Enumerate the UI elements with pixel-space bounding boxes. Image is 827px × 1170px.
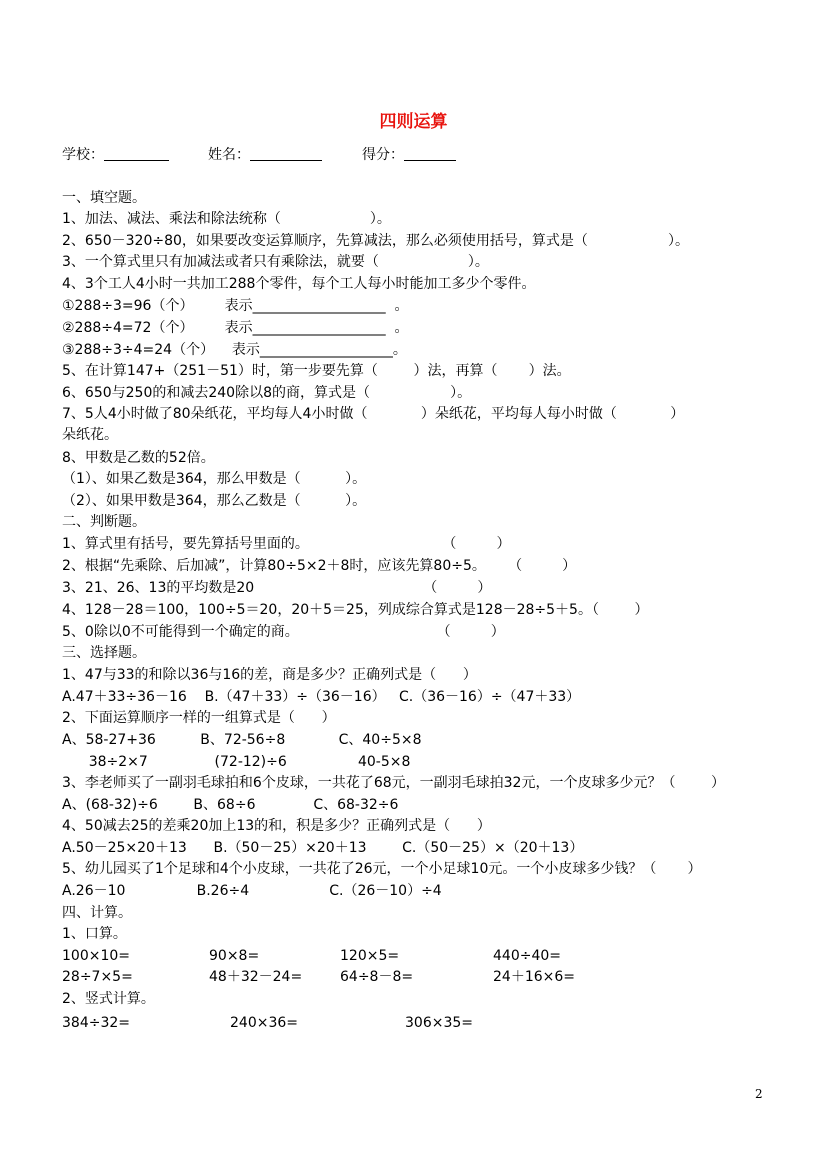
school-blank[interactable]: [104, 145, 169, 161]
worksheet-line: A、58-27+36 B、72-56÷8 C、40÷5×8: [62, 732, 422, 748]
worksheet-line: 8、甲数是乙数的52倍。: [62, 450, 215, 466]
oral-calc-item: 28÷7×5=: [62, 969, 133, 985]
vertical-calc-item: 240×36=: [230, 1015, 298, 1031]
worksheet-line: 4、50减去25的差乘20加上13的和，积是多少？正确列式是（ ）: [62, 818, 491, 834]
worksheet-line: A、(68-32)÷6 B、68÷6 C、68-32÷6: [62, 797, 399, 813]
worksheet-line: 3、21、26、13的平均数是20 （ ）: [62, 580, 492, 596]
worksheet-line: （1）、如果乙数是364，那么甲数是（ ）。: [62, 471, 367, 487]
score-field: [362, 145, 456, 165]
worksheet-line: 二、判断题。: [62, 514, 146, 530]
worksheet-line: A.50－25×20＋13 B.（50－25）×20＋13 C.（50－25）×（20＋13）: [62, 840, 584, 856]
vertical-calc-item: 384÷32=: [62, 1015, 130, 1031]
worksheet-line: 3、一个算式里只有加减法或者只有乘除法，就要（ ）。: [62, 254, 489, 270]
worksheet-line: 四、计算。: [62, 905, 132, 921]
worksheet-line: 一、填空题。: [62, 190, 146, 206]
worksheet-line: （2）、如果甲数是364，那么乙数是（ ）。: [62, 493, 367, 509]
worksheet-line: A.47＋33÷36－16 B.（47＋33）÷（36－16） C.（36－16）÷（47＋33）: [62, 689, 581, 705]
score-blank[interactable]: [404, 145, 456, 161]
school-label: 学校：: [62, 147, 104, 163]
worksheet-line: ①288÷3=96（个） 表示___________________ 。: [62, 298, 409, 314]
page-number: 2: [755, 1087, 763, 1101]
worksheet-line: 2、650－320÷80，如果要改变运算顺序，先算减法，那么必须使用括号，算式是（ ）。: [62, 233, 689, 249]
oral-calc-item: 100×10=: [62, 948, 130, 964]
oral-calc-item: 48＋32－24=: [209, 969, 303, 985]
oral-calc-item: 64÷8－8=: [340, 969, 414, 985]
worksheet-line: 4、3个工人4小时一共加工288个零件，每个工人每小时能加工多少个零件。: [62, 276, 536, 292]
worksheet-line: 1、47与33的和除以36与16的差，商是多少？正确列式是（ ）: [62, 667, 477, 683]
worksheet-line: 2、根据“先乘除、后加减”，计算80÷5×2＋8时，应该先算80÷5。 （ ）: [62, 558, 577, 574]
vertical-calc-item: 306×35=: [405, 1015, 473, 1031]
worksheet-line: ②288÷4=72（个） 表示___________________ 。: [62, 320, 409, 336]
oral-calc-item: 120×5=: [340, 948, 400, 964]
worksheet-line: 5、在计算147+（251－51）时，第一步要先算（ ）法，再算（ ）法。: [62, 363, 571, 379]
worksheet-line: 7、5人4小时做了80朵纸花，平均每人4小时做（ ）朵纸花，平均每人每小时做（ ）: [62, 406, 685, 422]
worksheet-line: 5、幼儿园买了1个足球和4个小皮球，一共花了26元，一个小足球10元。一个小皮球多少钱？（ ）: [62, 861, 702, 877]
worksheet-line: 6、650与250的和减去240除以8的商，算式是（ ）。: [62, 385, 472, 401]
worksheet-line: A.26－10 B.26÷4 C.（26－10）÷4: [62, 883, 442, 899]
name-label: 姓名：: [208, 147, 250, 163]
worksheet-line: 朵纸花。: [62, 427, 118, 443]
oral-calc-item: 440÷40=: [493, 948, 561, 964]
name-blank[interactable]: [250, 145, 322, 161]
worksheet-line: 2、下面运算顺序一样的一组算式是（ ）: [62, 710, 336, 726]
vertical-calc-heading: 2、竖式计算。: [62, 991, 155, 1007]
worksheet-line: 38÷2×7 (72-12)÷6 40-5×8: [62, 754, 411, 770]
oral-calc-item: 24＋16×6=: [493, 969, 575, 985]
score-label: 得分：: [362, 147, 404, 163]
worksheet-line: 三、选择题。: [62, 645, 146, 661]
worksheet-line: 5、0除以0不可能得到一个确定的商。 （ ）: [62, 624, 505, 640]
worksheet-line: 3、李老师买了一副羽毛球拍和6个皮球，一共花了68元，一副羽毛球拍32元，一个皮球多少元？（ ）: [62, 775, 726, 791]
name-field: [208, 145, 322, 165]
worksheet-line: 4、128－28＝100，100÷5＝20，20＋5＝25，列成综合算式是128－28÷5＋5。（ ）: [62, 602, 649, 618]
worksheet-line: 1、加法、减法、乘法和除法统称（ ）。: [62, 211, 391, 227]
worksheet-title: 四则运算: [379, 112, 448, 132]
worksheet-line: ③288÷3÷4=24（个） 表示___________________。: [62, 342, 407, 358]
oral-calc-item: 90×8=: [209, 948, 260, 964]
worksheet-line: 1、口算。: [62, 926, 127, 942]
school-field: [62, 145, 169, 165]
worksheet-line: 1、算式里有括号，要先算括号里面的。 （ ）: [62, 536, 511, 552]
